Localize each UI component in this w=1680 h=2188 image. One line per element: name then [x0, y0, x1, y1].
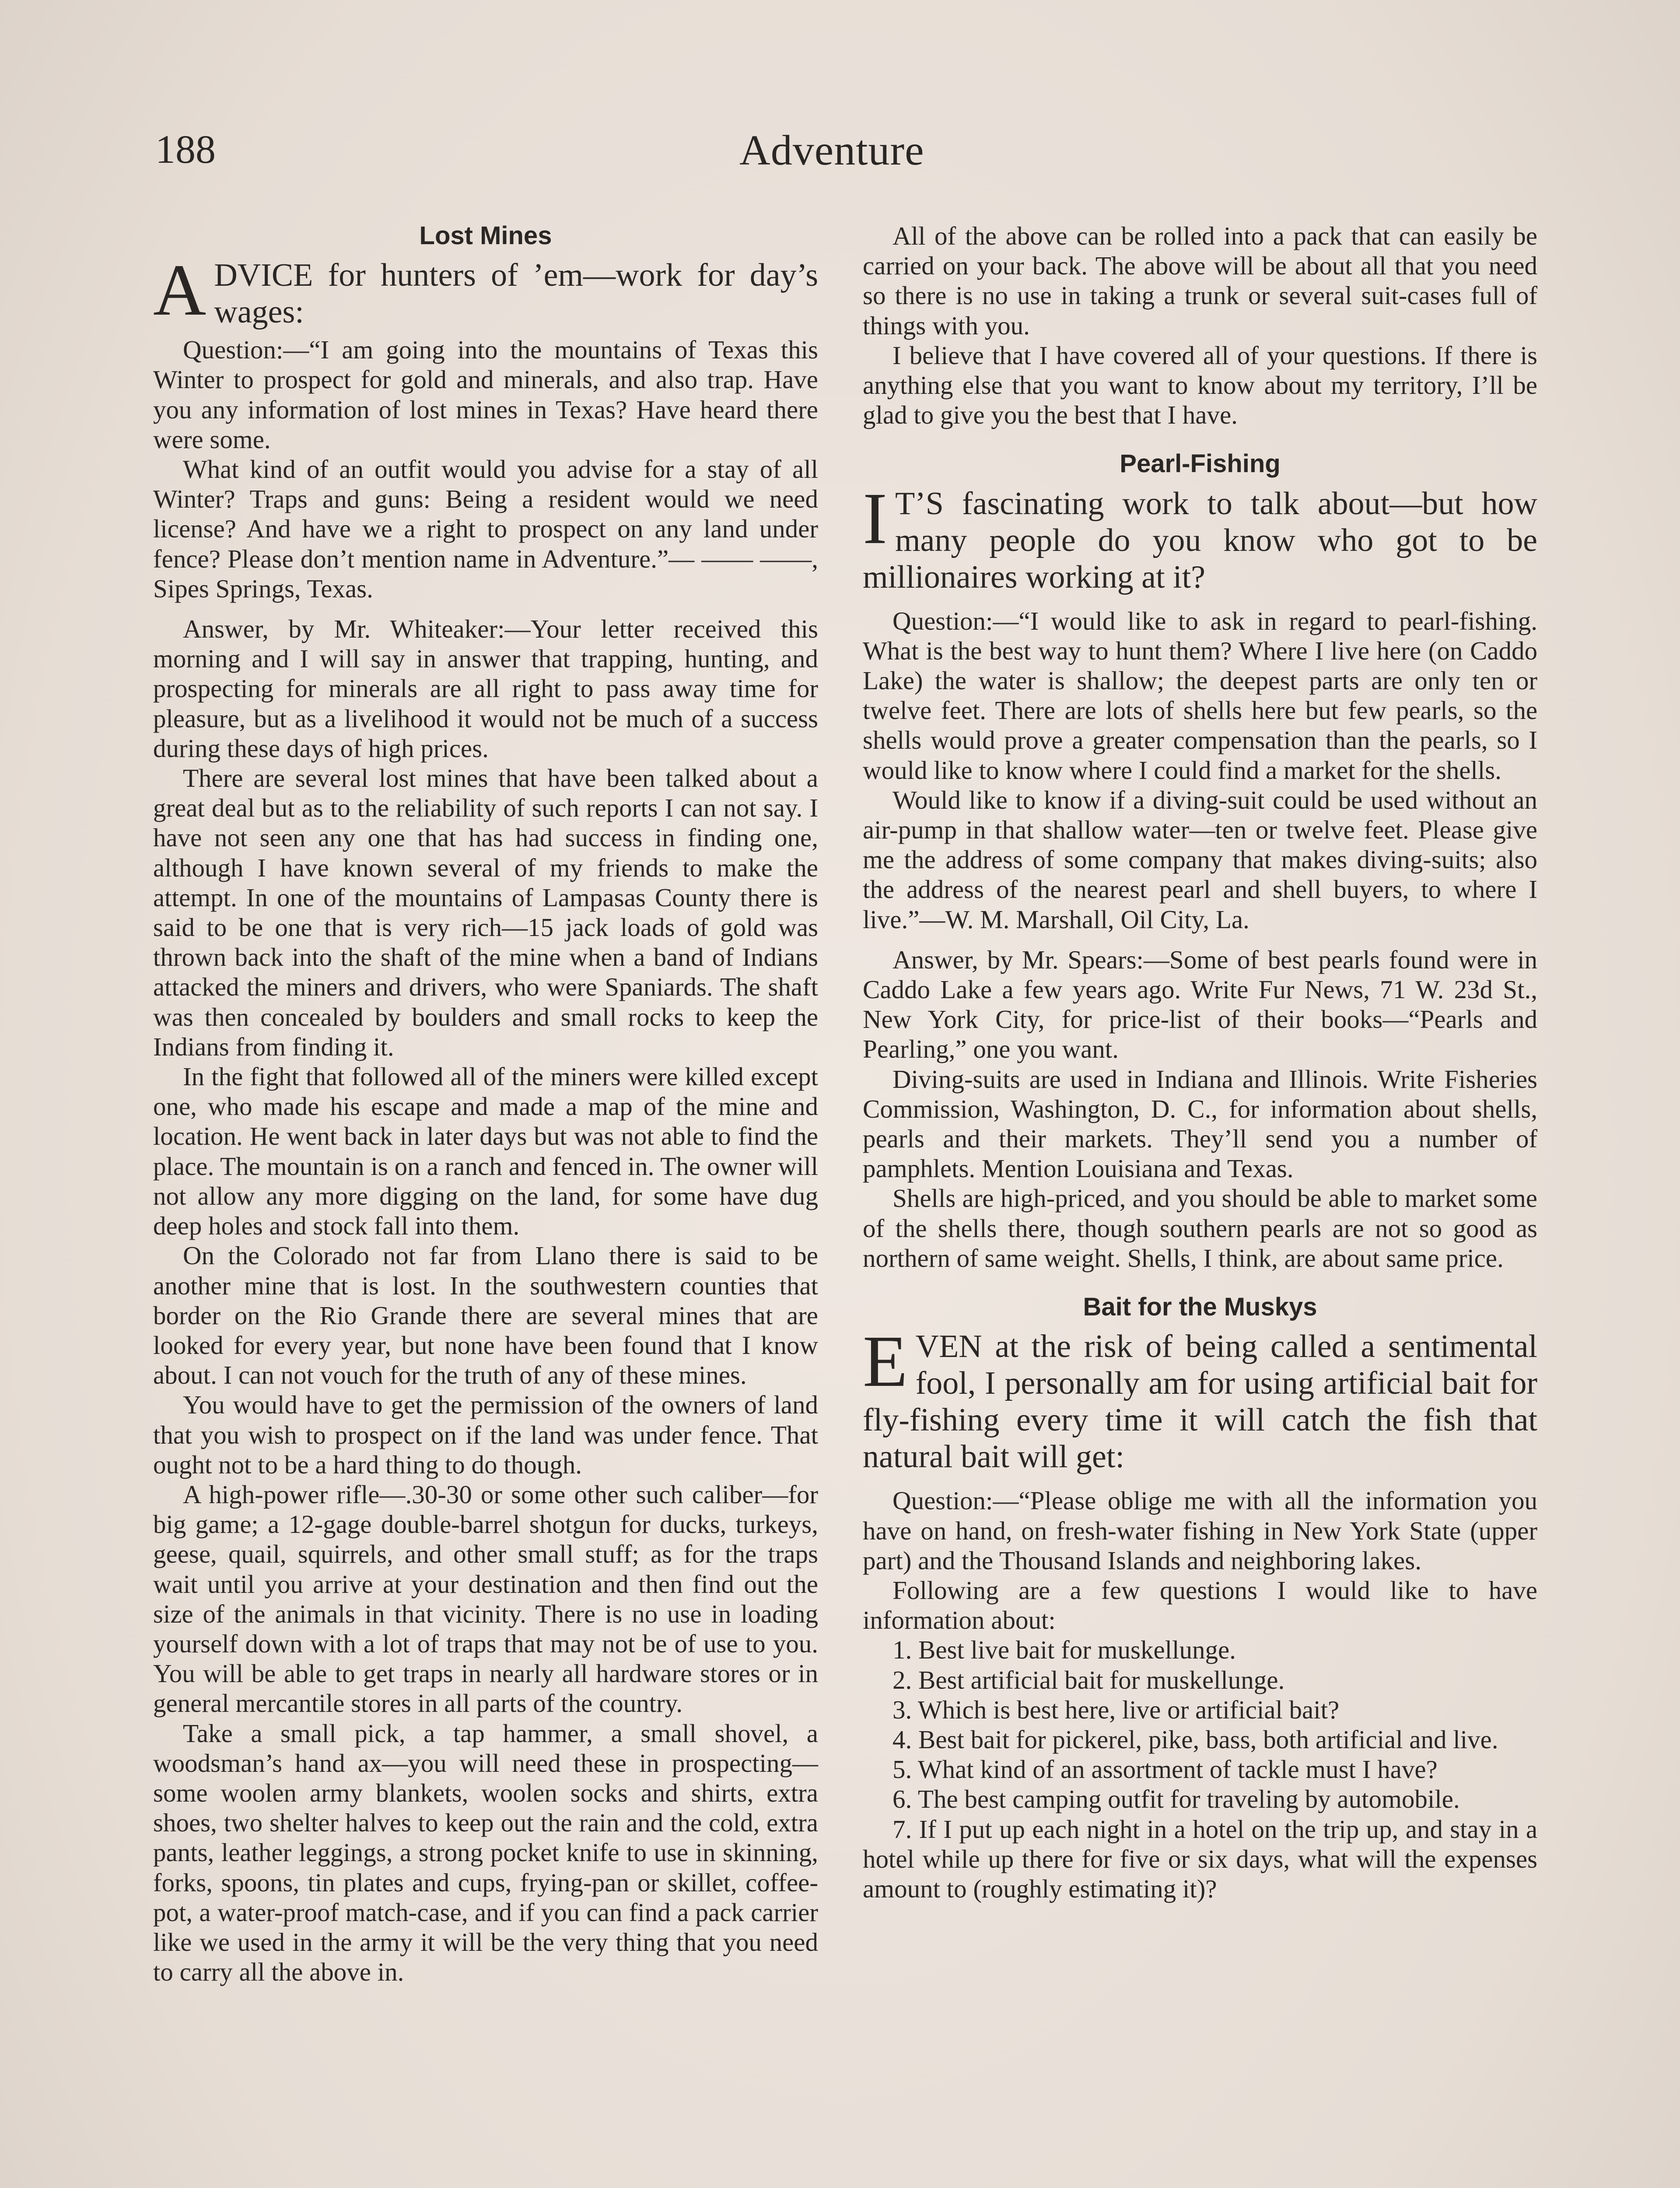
list-item: 5. What kind of an assortment of tackle must I have? [892, 1755, 1438, 1784]
running-title: Adventure [739, 127, 924, 174]
paragraph: Answer, by Mr. Whiteaker:—Your letter received this morning and I will say in answer that trapping, hunting, and prospecting for minerals are all right to pass away time for pleasure, but as a livelihood it would not be much of a success during these days of high prices. [153, 614, 818, 763]
list-item: 3. Which is best here, live or artificial bait? [892, 1695, 1340, 1724]
paragraph: I believe that I have covered all of your questions. If there is anything else that you want to know about my territory, I’ll be glad to give you the best that I have. [863, 340, 1537, 430]
lead-muskys [863, 1321, 1537, 1475]
paragraph: Question:—“I am going into the mountains of Texas this Winter to prospect for gold and minerals, and also trap. Have you any information of lost mines in Texas? Have heard there were some. [153, 335, 818, 454]
paragraph: All of the above can be rolled into a pack that can easily be carried on your back. The above will be about all that you need so there is no use in taking a trunk or several suit-cases full of things with you. [863, 221, 1537, 340]
list-item: 7. If I put up each night in a hotel on the trip up, and stay in a hotel while up there for five or six days, what will the expenses amount to (roughly estimating it)? [863, 1814, 1537, 1903]
page-number: 188 [155, 127, 216, 172]
drop-cap: I [863, 477, 887, 559]
paragraph: On the Colorado not far from Llano there is said to be another mine that is lost. In the southwestern counties that border on the Rio Grande there are several mines that are looked for every year, but none have been found that I know about. I can not vouch for the truth of any of these mines. [153, 1241, 818, 1390]
paragraph: There are several lost mines that have been talked about a great deal but as to the reliability of such reports I can not say. I have not seen any one that has had success in finding one, although I have known several of my friends to make the attempt. In one of the mountains of Lampasas County there is said to be one that is very rich—15 jack loads of gold was thrown back into the shaft of the mine when a band of Indians attacked the miners and drivers, who were Spaniards. The shaft was then concealed by boulders and small rocks to keep the Indians from finding it. [153, 764, 818, 1061]
paragraph: Would like to know if a diving-suit could be used without an air-pump in that shallow water—ten or twelve feet. Please give me the address of some company that makes diving-suits; also the address of the nearest pearl and shell buyers, to where I live.”—W. M. Marshall, Oil City, La. [863, 785, 1537, 934]
list-item: 6. The best camping outfit for traveling by automobile. [892, 1785, 1460, 1814]
lead-text: T’S fascinating work to talk about—but how many people do you know who got to be millionaires working at it? [863, 485, 1537, 595]
paragraph: Take a small pick, a tap hammer, a small shovel, a woodsman’s hand ax—you will need these in prospecting—some woolen army blankets, woolen socks and shirts, extra shoes, two shelter halves to keep out the rain and the cold, extra pants, leather leggings, a strong pocket knife to use in skinning, forks, spoons, tin plates and cups, frying-pan or skillet, coffee-pot, a water-proof match-case, and if you can find a pack carrier like we used in the army it will be the very thing that you need to carry all the above in. [153, 1718, 818, 1987]
paragraph: Answer, by Mr. Spears:—Some of best pearls found were in Caddo Lake a few years ago. Write Fur News, 71 W. 23d St., New York City, for price-list of their books—“Pearls and Pearling,” one you want. [863, 945, 1537, 1064]
left-column [153, 221, 818, 1987]
section-title-lost-mines: Lost Mines [419, 221, 552, 250]
paragraph: Diving-suits are used in Indiana and Illinois. Write Fisheries Commission, Washington, D. C., for information about shells, pearls and their markets. They’ll send you a number of pamphlets. Mention Louisiana and Texas. [863, 1064, 1537, 1183]
paragraph: Shells are high-priced, and you should be able to market some of the shells there, though southern pearls are not so good as northern of same weight. Shells, I think, are about same price. [863, 1184, 1537, 1273]
lead-text: DVICE for hunters of ’em—work for day’s wages: [214, 257, 818, 330]
lead-pearl-fishing [863, 477, 1537, 596]
paragraph: You would have to get the permission of the owners of land that you wish to prospect on if the land was under fence. That ought not to be a hard thing to do though. [153, 1390, 818, 1479]
paragraph: A high-power rifle—.30-30 or some other such caliber—for big game; a 12-gage double-barrel shotgun for ducks, turkeys, geese, quail, squirrels, and other small stuff; as for the traps wait until you arrive at your destination and then find out the size of the animals in that vicinity. There is no use in loading yourself down with a lot of traps that may not be of use to you. You will be able to get traps in nearly all hardware stores or in general mercantile stores in all parts of the country. [153, 1480, 818, 1718]
section-title-bait-for-muskys: Bait for the Muskys [1083, 1293, 1317, 1322]
paragraph: What kind of an outfit would you advise for a stay of all Winter? Traps and guns: Being a resident would we need license? And have we a right to prospect on any land under fence? Please don’t mention name in Adventure.”— —— ——, Sipes Springs, Texas. [153, 455, 818, 603]
page-header [155, 126, 1538, 183]
list-item: 1. Best live bait for muskellunge. [892, 1635, 1236, 1665]
drop-cap: E [863, 1321, 908, 1403]
list-item: 4. Best bait for pickerel, pike, bass, both artificial and live. [892, 1725, 1498, 1754]
right-column [863, 221, 1537, 1904]
lead-lost-mines [153, 249, 818, 331]
paragraph: Question:—“I would like to ask in regard to pearl-fishing. What is the best way to hunt them? Where I live here (on Caddo Lake) the water is shallow; the deepest parts are only ten or twelve feet. There are lots of shells here but few pearls, so the shells would prove a greater compensation than the pearls, so I would like to know where I could find a market for the shells. [863, 606, 1537, 785]
list-item: 2. Best artificial bait for muskellunge. [892, 1665, 1285, 1694]
lead-text: VEN at the risk of being called a sentimental fool, I personally am for using artificial bait for fly-fishing every time it will catch the fish that natural bait will get: [863, 1329, 1537, 1475]
paragraph: In the fight that followed all of the miners were killed except one, who made his escape and made a map of the mine and location. He went back in later days but was not able to find the place. The mountain is on a ranch and fenced in. The owner will not allow any more digging on the land, for some have dug deep holes and stock fall into them. [153, 1062, 818, 1241]
drop-cap: A [153, 249, 206, 331]
paragraph: Following are a few questions I would like to have information about: [863, 1575, 1537, 1635]
section-title-pearl-fishing: Pearl-Fishing [1120, 449, 1281, 478]
paragraph: Question:—“Please oblige me with all the information you have on hand, on fresh-water fishing in New York State (upper part) and the Thousand Islands and neighboring lakes. [863, 1486, 1537, 1575]
